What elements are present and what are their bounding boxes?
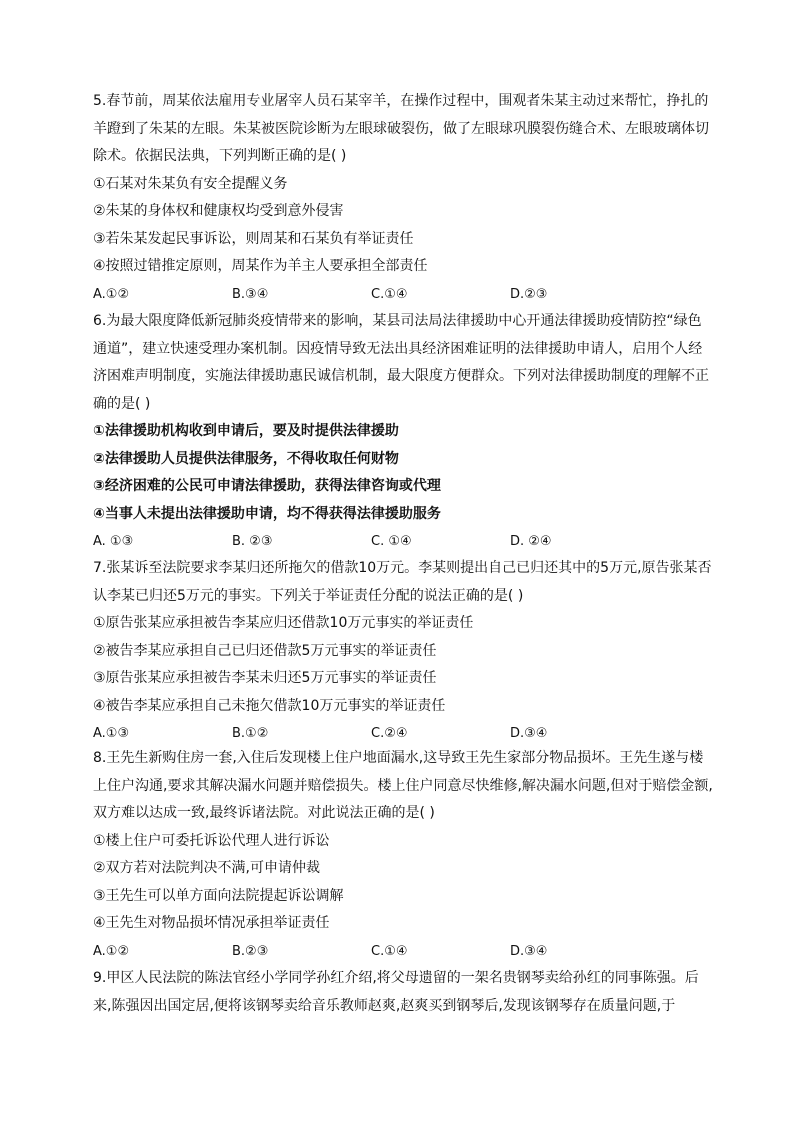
- choice-d: D.②③: [510, 286, 548, 302]
- option-statement: ④王先生对物品损坏情况承担举证责任: [93, 915, 330, 931]
- option-statement: ①原告张某应承担被告李某应归还借款10万元事实的举证责任: [93, 615, 474, 631]
- option-statement: ④按照过错推定原则，周某作为羊主人要承担全部责任: [93, 258, 428, 274]
- option-statement: ②朱某的身体权和健康权均受到意外侵害: [93, 203, 344, 219]
- choice-b: B.②③: [232, 943, 269, 959]
- question-8: [93, 745, 713, 965]
- question-stem: 6.为最大限度降低新冠肺炎疫情带来的影响，某县司法局法律援助中心开通法律援助疫情防控“绿色通道”，建立快速受理办案机制。因疫情导致无法出具经济困难证明的法律援助申请人，启用个人经济困难声明制度，实施法律援助惠民诚信机制，最大限度方便群众。下列对法律援助制度的理解不正确的是( ): [93, 313, 709, 412]
- question-stem: 7.张某诉至法院要求李某归还所拖欠的借款10万元。李某则提出自己已归还其中的5万元,原告张某否认李某已归还5万元的事实。下列关于举证责任分配的说法正确的是( ): [93, 560, 712, 604]
- question-stem: 5.春节前，周某依法雇用专业屠宰人员石某宰羊，在操作过程中，围观者朱某主动过来帮忙，挣扎的羊蹬到了朱某的左眼。朱某被医院诊断为左眼球破裂伤，做了左眼球巩膜裂伤缝合术、左眼玻璃体切除术。依据民法典，下列判断正确的是( ): [93, 93, 709, 164]
- option-statement: ②双方若对法院判决不满,可申请仲裁: [93, 860, 321, 876]
- choice-d: D. ②④: [510, 534, 552, 549]
- question-5: [93, 88, 713, 308]
- choice-c: C.①④: [371, 286, 408, 302]
- choice-c: C. ①④: [371, 534, 412, 549]
- option-statement: ③王先生可以单方面向法院提起诉讼调解: [93, 887, 344, 904]
- option-statement: ③经济困难的公民可申请法律援助，获得法律咨询或代理: [93, 478, 441, 494]
- choice-c: C.②④: [371, 726, 408, 741]
- option-statement: ①法律援助机构收到申请后，要及时提供法律援助: [93, 423, 399, 439]
- question-9: [93, 965, 713, 1020]
- choice-c: C.①④: [371, 943, 408, 959]
- question-stem: 8.王先生新购住房一套,入住后发现楼上住户地面漏水,这导致王先生家部分物品损坏。王先生遂与楼上住户沟通,要求其解决漏水问题并赔偿损失。楼上住户同意尽快维修,解决漏水问题,但对于赔偿金额,双方难以达成一致,最终诉诸法院。对此说法正确的是( ): [93, 750, 713, 821]
- option-statement: ②被告李某应承担自己已归还借款5万元事实的举证责任: [93, 642, 437, 659]
- choice-a: A.①③: [93, 726, 130, 741]
- choice-a: A.①②: [93, 943, 130, 959]
- question-stem: 9.甲区人民法院的陈法官经小学同学孙红介绍,将父母遗留的一架名贵钢琴卖给孙红的同事陈强。后来,陈强因出国定居,便将该钢琴卖给音乐教师赵爽,赵爽买到钢琴后,发现该钢琴存在质量问题,于: [93, 970, 699, 1014]
- choice-b: B.①②: [232, 726, 269, 741]
- option-statement: ③若朱某发起民事诉讼，则周某和石某负有举证责任: [93, 230, 414, 247]
- option-statement: ②法律援助人员提供法律服务，不得收取任何财物: [93, 450, 399, 467]
- choice-d: D.③④: [510, 943, 548, 959]
- option-statement: ③原告张某应承担被告李某未归还5万元事实的举证责任: [93, 670, 437, 686]
- answer-choices: [93, 720, 713, 748]
- option-statement: ①楼上住户可委托诉讼代理人进行诉讼: [93, 832, 330, 849]
- choice-b: B.③④: [232, 286, 269, 302]
- answer-choices: [93, 528, 713, 556]
- answer-choices: [93, 938, 713, 966]
- answer-choices: [93, 281, 713, 309]
- option-statement: ④当事人未提出法律援助申请，均不得获得法律援助服务: [93, 505, 441, 522]
- choice-a: A. ①③: [93, 534, 134, 549]
- question-7: [93, 555, 713, 748]
- choice-a: A.①②: [93, 286, 130, 302]
- question-6: [93, 308, 713, 556]
- option-statement: ④被告李某应承担自己未拖欠借款10万元事实的举证责任: [93, 697, 446, 714]
- choice-d: D.③④: [510, 726, 548, 741]
- option-statement: ①石某对朱某负有安全提醒义务: [93, 175, 288, 192]
- choice-b: B. ②③: [232, 534, 273, 549]
